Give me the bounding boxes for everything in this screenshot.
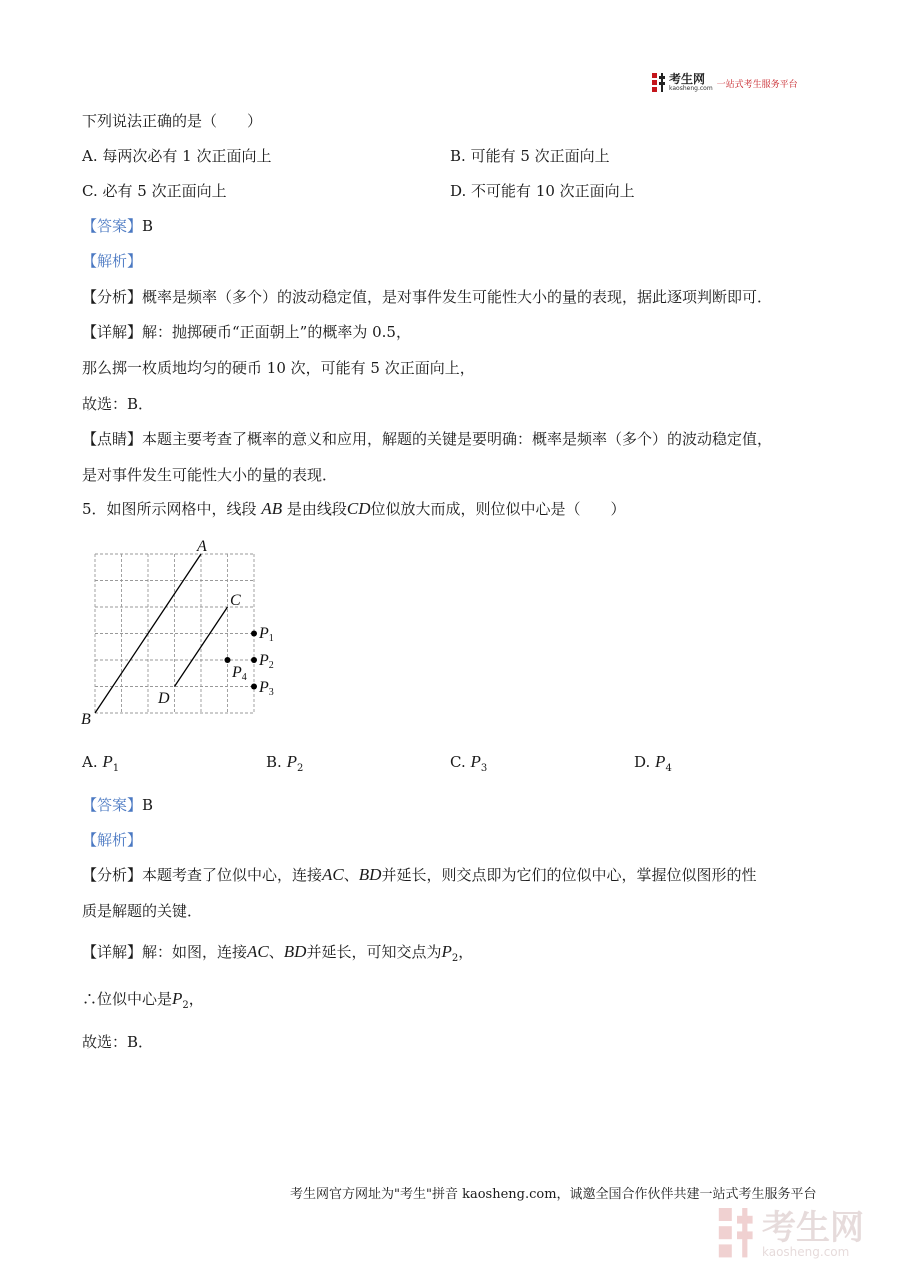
page-footer: 考生网官方网址为"考生"拼音 kaosheng.com，诚邀全国合作伙伴共建一站式考生服务平台 — [290, 1187, 817, 1202]
detail-text: ， — [458, 943, 474, 961]
choose-answer: B — [127, 1033, 139, 1051]
q5-option-b — [266, 752, 303, 774]
separator: 、 — [343, 866, 359, 884]
fenxi-text: 并延长，则交点即为它们的位似中心，掌握位似图形的性 — [381, 866, 757, 884]
q4-option-a — [82, 145, 271, 166]
q5-answer — [82, 794, 153, 815]
q4-option-d — [450, 180, 635, 201]
header-logo — [652, 72, 798, 94]
q4-option-c — [82, 180, 227, 201]
stem-text: 5．如图所示网格中，线段 — [82, 500, 257, 518]
q4-analysis-tag: 【解析】 — [82, 252, 143, 270]
brand-name: 考生网 — [669, 72, 706, 86]
option-var: P — [102, 752, 113, 771]
point-sub: 2 — [451, 953, 459, 964]
detail-text: 并延长，可知交点为 — [306, 943, 442, 961]
q4-answer — [82, 215, 153, 236]
q5-option-d — [634, 752, 672, 774]
therefore-text: ， — [188, 990, 204, 1008]
brand — [669, 74, 713, 92]
option-sub: 2 — [296, 763, 304, 774]
q4-dianjing-2: 是对事件发生可能性大小的量的表现． — [82, 466, 338, 484]
option-var: P — [655, 752, 666, 771]
q4-option-b — [450, 145, 610, 166]
option-letter: A. — [82, 147, 98, 165]
q4-stem: 下列说法正确的是（ ） — [82, 112, 263, 130]
segment-ac: AC — [247, 942, 269, 961]
answer-tag: 【答案】 — [82, 217, 143, 235]
point-sub: 2 — [182, 1000, 189, 1011]
label-p4: P4 — [232, 664, 247, 683]
point-p4 — [225, 657, 231, 663]
q5-option-a — [82, 752, 119, 774]
option-letter: C. — [82, 182, 98, 200]
option-letter: B. — [266, 753, 282, 771]
q4-dianjing-1 — [82, 428, 772, 449]
stem-text: 位似放大而成，则位似中心是（ ） — [370, 500, 626, 518]
q5-analysis-tag: 【解析】 — [82, 831, 143, 849]
watermark-text — [762, 1210, 864, 1258]
q5-detail — [82, 941, 473, 964]
detail-text: 解：如图，连接 — [142, 943, 248, 961]
therefore-text: ∴位似中心是 — [82, 990, 173, 1008]
q5-stem — [82, 498, 626, 519]
fenxi-text: 概率是频率（多个）的波动稳定值，是对事件发生可能性大小的量的表现，据此逐项判断即可． — [142, 288, 773, 306]
point-p3 — [251, 684, 257, 690]
label-c: C — [230, 592, 241, 609]
label-p1: P1 — [259, 625, 274, 644]
option-letter: D. — [450, 182, 467, 200]
q5-fenxi-1 — [82, 864, 756, 885]
choose-text: ． — [138, 1033, 154, 1051]
option-text: 可能有 5 次正面向上 — [470, 147, 610, 165]
q5-choose — [82, 1031, 153, 1052]
choose-text: 故选： — [82, 1033, 128, 1051]
q4-detail-2: 那么掷一枚质地均匀的硬币 10 次，可能有 5 次正面向上， — [82, 359, 475, 377]
point-p1 — [251, 631, 257, 637]
segment-ab: AB — [261, 499, 283, 518]
answer-value: B — [142, 796, 154, 814]
watermark-domain: kaosheng.com — [762, 1245, 850, 1259]
label-p2: P2 — [259, 652, 274, 671]
point-var: P — [172, 989, 183, 1008]
stem-text: 是由线段 — [286, 500, 347, 518]
kaosheng-logo-icon — [652, 73, 666, 93]
answer-tag: 【答案】 — [82, 796, 143, 814]
label-b: B — [81, 711, 91, 728]
label-d: D — [158, 690, 170, 707]
brand-domain: kaosheng.com — [669, 85, 713, 92]
point-p2 — [251, 657, 257, 663]
option-text: 每两次必有 1 次正面向上 — [102, 147, 272, 165]
q5-therefore — [82, 988, 204, 1011]
option-sub: 3 — [480, 763, 488, 774]
fenxi-text: 本题考查了位似中心，连接 — [142, 866, 323, 884]
option-var: P — [470, 752, 481, 771]
segment-ac: AC — [322, 865, 344, 884]
separator: 、 — [268, 943, 284, 961]
detail-tag: 【详解】 — [82, 943, 143, 961]
detail-text: 解：抛掷硬币“正面朝上”的概率为 0.5， — [142, 323, 411, 341]
label-p3: P3 — [259, 679, 274, 698]
watermark-title: 考生网 — [762, 1208, 864, 1248]
option-text: 不可能有 10 次正面向上 — [471, 182, 635, 200]
header-slogan: 一站式考生服务平台 — [716, 79, 798, 90]
fenxi-tag: 【分析】 — [82, 288, 143, 306]
option-letter: C. — [450, 753, 466, 771]
q5-fenxi-2: 质是解题的关键． — [82, 902, 203, 920]
segment-bd: BD — [283, 942, 307, 961]
point-var: P — [441, 942, 452, 961]
option-sub: 4 — [665, 763, 672, 774]
option-letter: D. — [634, 753, 651, 771]
q5-option-c — [450, 752, 487, 774]
q4-detail-3: 故选：B． — [82, 395, 154, 413]
dianjing-tag: 【点睛】 — [82, 430, 143, 448]
option-var: P — [286, 752, 297, 771]
q4-fenxi — [82, 286, 772, 307]
detail-tag: 【详解】 — [82, 323, 143, 341]
option-letter: A. — [82, 753, 98, 771]
segment-cd: CD — [346, 499, 371, 518]
dashed-grid — [95, 554, 254, 713]
answer-value: B — [142, 217, 154, 235]
dianjing-text: 本题主要考查了概率的意义和应用，解题的关键是要明确：概率是频率（多个）的波动稳定值， — [142, 430, 773, 448]
segment-bd: BD — [358, 865, 382, 884]
option-text: 必有 5 次正面向上 — [102, 182, 227, 200]
grid-figure — [78, 534, 288, 730]
option-letter: B. — [450, 147, 466, 165]
watermark — [716, 1208, 864, 1260]
label-a: A — [197, 538, 207, 555]
q4-detail-1 — [82, 321, 411, 342]
option-sub: 1 — [112, 763, 120, 774]
fenxi-tag: 【分析】 — [82, 866, 143, 884]
watermark-logo-icon — [716, 1208, 758, 1260]
